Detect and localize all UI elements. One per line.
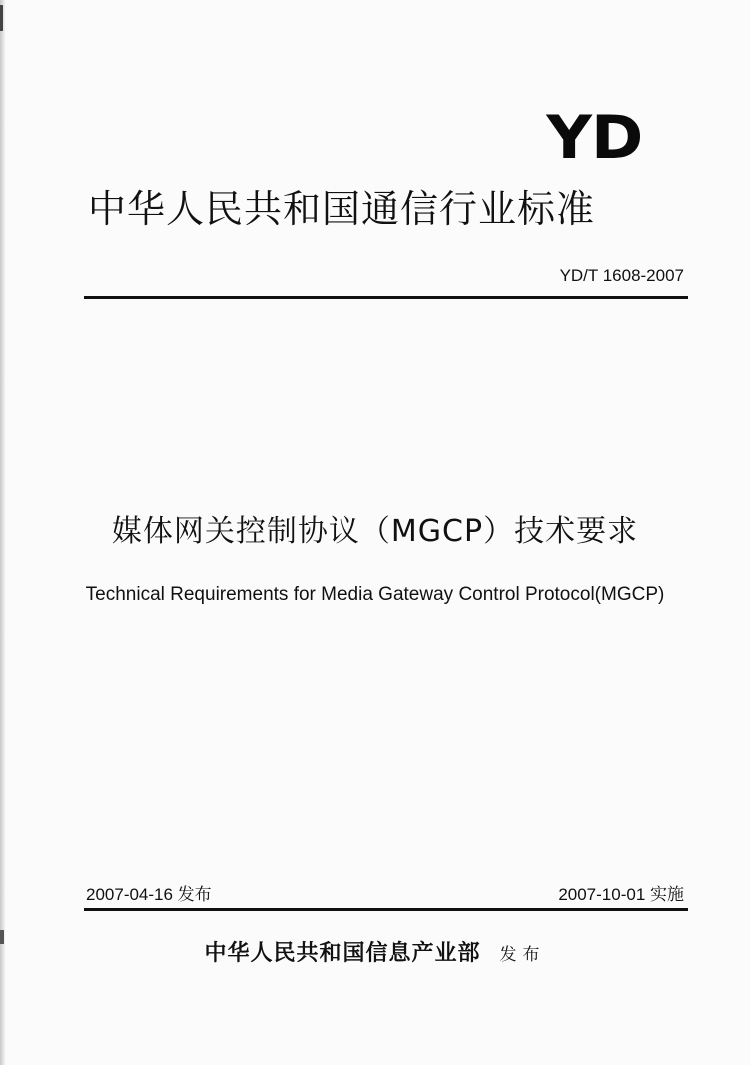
publisher-action: 发布 bbox=[499, 945, 546, 965]
effective-date: 2007-10-01 实施 bbox=[558, 885, 684, 904]
publisher-name: 中华人民共和国信息产业部 bbox=[204, 940, 481, 966]
scan-mark bbox=[0, 5, 3, 31]
footer-divider bbox=[84, 908, 688, 911]
standard-number: YD/T 1608-2007 bbox=[559, 266, 684, 285]
industry-standard-title: 中华人民共和国通信行业标准 bbox=[88, 187, 596, 231]
document-title-english: Technical Requirements for Media Gateway Control Protocol(MGCP) bbox=[85, 584, 665, 605]
document-title-chinese: 媒体网关控制协议（MGCP）技术要求 bbox=[111, 514, 639, 549]
header-divider bbox=[84, 296, 688, 299]
issue-date: 2007-04-16 发布 bbox=[86, 885, 212, 904]
yd-logo: YD bbox=[546, 103, 642, 173]
publisher-line bbox=[0, 938, 750, 970]
